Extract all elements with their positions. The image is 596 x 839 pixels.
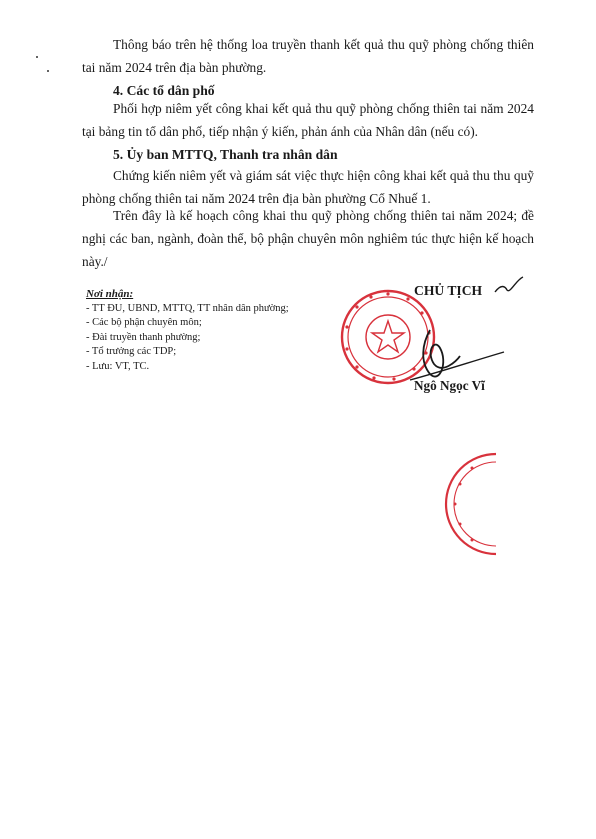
recipient-item: - Đài truyền thanh phường; <box>86 331 201 343</box>
heading-fatherland-front: 5. Ủy ban MTTQ, Thanh tra nhân dân <box>113 147 338 162</box>
signature-flourish <box>492 274 526 296</box>
paragraph-closing: Trên đây là kế hoạch công khai thu quỹ phòng chống thiên tai năm 2024; đề nghị các ban, ngành, đoàn thể, bộ phận chuyên môn nghiêm túc thực hiện kế hoạch này./ <box>82 208 534 269</box>
partial-seal <box>442 450 496 558</box>
scan-speck <box>36 56 38 58</box>
signer-position: CHỦ TỊCH <box>414 283 483 298</box>
recipient-item: - Tổ trưởng các TDP; <box>86 346 177 357</box>
recipient-item: - Các bộ phận chuyên môn; <box>86 317 202 328</box>
paragraph-loudspeaker-notice: Thông báo trên hệ thống loa truyền thanh kết quả thu quỹ phòng chống thiên tai năm 2024 trên địa bàn phường. <box>82 37 534 75</box>
recipient-item: - TT ĐU, UBND, MTTQ, TT nhân dân phường; <box>86 302 289 314</box>
recipients-title: Nơi nhận: <box>86 288 134 300</box>
scan-speck <box>47 70 49 72</box>
paragraph-residential-groups: Phối hợp niêm yết công khai kết quả thu quỹ phòng chống thiên tai năm 2024 tại bảng tin tổ dân phố, tiếp nhận ý kiến, phản ánh của Nhân dân (nếu có). <box>82 101 534 139</box>
recipients-list <box>86 302 336 375</box>
paragraph-fatherland-front: Chứng kiến niêm yết và giám sát việc thực hiện công khai kết quả thu thu quỹ phòng chống thiên tai năm 2024 trên địa bàn phường Cổ Nhuế 1. <box>82 168 534 206</box>
recipient-item: - Lưu: VT, TC. <box>86 360 150 372</box>
signer-name: Ngô Ngọc Vĩ <box>414 378 485 393</box>
heading-residential-groups: 4. Các tổ dân phố <box>113 83 215 98</box>
recipients-block <box>86 287 336 374</box>
